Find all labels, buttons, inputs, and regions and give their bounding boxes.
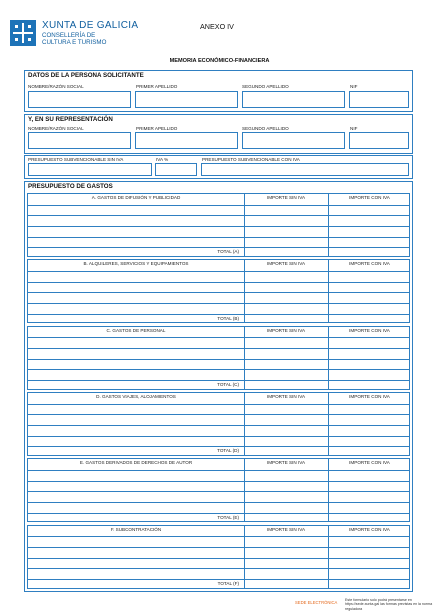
expense-cell-total-without-vat[interactable] <box>244 579 328 590</box>
expense-cell-concept[interactable] <box>28 226 244 237</box>
expense-cell-total-with-vat[interactable] <box>328 446 411 457</box>
expense-cell-concept[interactable] <box>28 303 244 314</box>
expense-cell-with-vat[interactable] <box>328 348 411 359</box>
applicant-first-surname-field[interactable] <box>135 91 238 108</box>
expense-cell-total-with-vat[interactable] <box>328 513 411 524</box>
expense-cell-concept[interactable] <box>28 369 244 380</box>
org-name: XUNTA DE GALICIA <box>42 20 139 31</box>
expense-cell-without-vat[interactable] <box>244 337 328 348</box>
expense-table <box>27 326 410 390</box>
sede-electronica-logo: SEDE ELECTRÓNICA <box>295 600 338 605</box>
vat-percent-field[interactable] <box>155 163 197 176</box>
expense-cell-with-vat[interactable] <box>328 282 411 293</box>
applicant-name-field[interactable] <box>28 91 131 108</box>
expense-cell-without-vat[interactable] <box>244 282 328 293</box>
expense-cell-with-vat[interactable] <box>328 502 411 513</box>
annex-label: ANEXO IV <box>200 22 234 31</box>
rep-nif-field[interactable] <box>349 132 409 149</box>
applicant-second-surname-label: SEGUNDO APELLIDO <box>242 84 289 89</box>
expense-cell-with-vat[interactable] <box>328 436 411 447</box>
department-line-2: CULTURA E TURISMO <box>42 39 107 47</box>
amount-without-vat-header: IMPORTE SIN IVA <box>266 327 306 333</box>
applicant-nif-label: NIF <box>350 84 358 89</box>
section-total-label: TOTAL (E) <box>217 514 239 520</box>
amount-with-vat-header: IMPORTE CON IVA <box>349 261 390 267</box>
expense-cell-with-vat[interactable] <box>328 568 411 579</box>
applicant-first-surname-label: PRIMER APELLIDO <box>136 84 178 89</box>
amount-with-vat-header: IMPORTE CON IVA <box>349 195 390 200</box>
expense-cell-concept[interactable] <box>28 536 244 547</box>
expense-cell-concept[interactable] <box>28 205 244 216</box>
department-line-1: CONSELLERÍA DE <box>42 32 96 39</box>
expense-cell-with-vat[interactable] <box>328 303 411 314</box>
expense-cell-with-vat[interactable] <box>328 237 411 248</box>
rep-nif-label: NIF <box>350 126 358 131</box>
expense-cell-concept[interactable] <box>28 348 244 359</box>
expense-cell-with-vat[interactable] <box>328 337 411 348</box>
section-total-label: TOTAL (F) <box>217 580 239 586</box>
expense-cell-concept[interactable] <box>28 502 244 513</box>
expense-cell-concept[interactable] <box>28 292 244 303</box>
expense-cell-total-without-vat[interactable] <box>244 380 328 391</box>
rep-name-field[interactable] <box>28 132 131 149</box>
expense-cell-without-vat[interactable] <box>244 303 328 314</box>
expense-cell-with-vat[interactable] <box>328 226 411 237</box>
expense-cell-without-vat[interactable] <box>244 547 328 558</box>
expense-section-heading: C. GASTOS DE PERSONAL <box>106 327 166 333</box>
expense-section-heading: D. GASTOS VIAJES, ALOJAMIENTOS <box>96 393 176 399</box>
expense-cell-without-vat[interactable] <box>244 226 328 237</box>
expense-table <box>27 392 410 456</box>
expense-cell-concept[interactable] <box>28 558 244 569</box>
expense-table <box>27 525 410 589</box>
applicant-name-label: NOMBRE/RAZÓN SOCIAL <box>28 84 84 89</box>
expense-cell-concept[interactable] <box>28 215 244 226</box>
rep-first-surname-field[interactable] <box>135 132 238 149</box>
expense-cell-without-vat[interactable] <box>244 348 328 359</box>
budget-with-vat-label: PRESUPUESTO SUBVENCIONABLE CON IVA <box>202 157 300 162</box>
expense-section-heading: B. ALQUILERES, SERVICIOS Y EQUIPAMIENTOS <box>83 261 189 267</box>
expense-cell-total-without-vat[interactable] <box>244 314 328 325</box>
expense-cell-without-vat[interactable] <box>244 558 328 569</box>
section-total-label: TOTAL (A) <box>217 249 239 255</box>
amount-with-vat-header: IMPORTE CON IVA <box>349 393 390 399</box>
expense-cell-without-vat[interactable] <box>244 215 328 226</box>
amount-with-vat-header: IMPORTE CON IVA <box>349 327 390 333</box>
applicant-nif-field[interactable] <box>349 91 409 108</box>
expense-cell-without-vat[interactable] <box>244 536 328 547</box>
expense-cell-concept[interactable] <box>28 282 244 293</box>
expense-cell-concept[interactable] <box>28 436 244 447</box>
expense-cell-concept[interactable] <box>28 337 244 348</box>
expense-cell-with-vat[interactable] <box>328 359 411 370</box>
expense-cell-with-vat[interactable] <box>328 404 411 415</box>
amount-with-vat-header: IMPORTE CON IVA <box>349 526 390 532</box>
rep-first-surname-label: PRIMER APELLIDO <box>136 126 178 131</box>
expense-cell-without-vat[interactable] <box>244 369 328 380</box>
department <box>42 32 106 47</box>
rep-second-surname-field[interactable] <box>242 132 345 149</box>
expense-cell-without-vat[interactable] <box>244 414 328 425</box>
expense-section-heading: E. GASTOS DERIVADOS DE DERECHOS DE AUTOR <box>79 460 193 466</box>
expense-cell-with-vat[interactable] <box>328 547 411 558</box>
expense-cell-without-vat[interactable] <box>244 491 328 502</box>
expense-cell-concept[interactable] <box>28 470 244 481</box>
expense-cell-without-vat[interactable] <box>244 436 328 447</box>
expense-cell-with-vat[interactable] <box>328 215 411 226</box>
expense-cell-concept[interactable] <box>28 547 244 558</box>
amount-without-vat-header: IMPORTE SIN IVA <box>266 261 306 267</box>
rep-second-surname-label: SEGUNDO APELLIDO <box>242 126 289 131</box>
amount-without-vat-header: IMPORTE SIN IVA <box>266 393 306 399</box>
footer-note: Este formulario solo podrá presentarse en https://sede.xunta.gal las formas previstas en la norma reguladora <box>345 598 433 611</box>
expense-cell-without-vat[interactable] <box>244 237 328 248</box>
expense-cell-without-vat[interactable] <box>244 502 328 513</box>
expense-cell-without-vat[interactable] <box>244 470 328 481</box>
budget-without-vat-label: PRESUPUESTO SUBVENCIONABLE SIN IVA <box>28 157 124 162</box>
applicant-second-surname-field[interactable] <box>242 91 345 108</box>
budget-with-vat-field[interactable] <box>201 163 409 176</box>
section-total-label: TOTAL (D) <box>217 448 239 454</box>
amount-without-vat-header: IMPORTE SIN IVA <box>266 526 306 532</box>
applicant-title: DATOS DE LA PERSONA SOLICITANTE <box>28 72 144 79</box>
amount-with-vat-header: IMPORTE CON IVA <box>349 460 390 466</box>
expense-cell-with-vat[interactable] <box>328 558 411 569</box>
amount-without-vat-header: IMPORTE SIN IVA <box>266 460 306 466</box>
budget-without-vat-field[interactable] <box>28 163 152 176</box>
expense-cell-concept[interactable] <box>28 568 244 579</box>
expense-cell-with-vat[interactable] <box>328 481 411 492</box>
expense-cell-total-with-vat[interactable] <box>328 579 411 590</box>
expense-cell-with-vat[interactable] <box>328 271 411 282</box>
expenses-title: PRESUPUESTO DE GASTOS <box>28 183 113 190</box>
expense-cell-without-vat[interactable] <box>244 359 328 370</box>
expense-section-heading: A. GASTOS DE DIFUSIÓN Y PUBLICIDAD <box>91 195 181 200</box>
expense-cell-with-vat[interactable] <box>328 491 411 502</box>
expense-cell-total-with-vat[interactable] <box>328 247 411 258</box>
expense-table <box>27 193 410 257</box>
expense-table <box>27 458 410 522</box>
expense-cell-concept[interactable] <box>28 237 244 248</box>
expense-cell-concept[interactable] <box>28 359 244 370</box>
amount-without-vat-header: IMPORTE SIN IVA <box>266 195 306 200</box>
expense-cell-concept[interactable] <box>28 414 244 425</box>
expense-cell-without-vat[interactable] <box>244 205 328 216</box>
section-total-label: TOTAL (C) <box>217 381 239 387</box>
expense-cell-concept[interactable] <box>28 271 244 282</box>
representation-title: Y, EN SU REPRESENTACIÓN <box>28 116 113 123</box>
expense-cell-concept[interactable] <box>28 491 244 502</box>
expense-cell-without-vat[interactable] <box>244 481 328 492</box>
section-total-label: TOTAL (B) <box>217 315 239 321</box>
expense-cell-without-vat[interactable] <box>244 425 328 436</box>
expense-cell-with-vat[interactable] <box>328 536 411 547</box>
expense-table <box>27 259 410 323</box>
expense-cell-with-vat[interactable] <box>328 414 411 425</box>
expense-cell-concept[interactable] <box>28 425 244 436</box>
expense-cell-with-vat[interactable] <box>328 470 411 481</box>
expense-cell-with-vat[interactable] <box>328 292 411 303</box>
expense-cell-total-without-vat[interactable] <box>244 446 328 457</box>
document-title: MEMORIA ECONÓMICO-FINANCIERA <box>169 58 270 64</box>
expense-cell-with-vat[interactable] <box>328 425 411 436</box>
xunta-emblem-icon <box>10 20 36 46</box>
expense-cell-total-without-vat[interactable] <box>244 513 328 524</box>
expense-cell-total-without-vat[interactable] <box>244 247 328 258</box>
expense-cell-with-vat[interactable] <box>328 205 411 216</box>
expense-cell-without-vat[interactable] <box>244 568 328 579</box>
vat-percent-label: IVA % <box>156 157 169 162</box>
expense-cell-concept[interactable] <box>28 481 244 492</box>
expense-cell-without-vat[interactable] <box>244 404 328 415</box>
expense-cell-without-vat[interactable] <box>244 292 328 303</box>
expense-cell-concept[interactable] <box>28 404 244 415</box>
expense-cell-total-with-vat[interactable] <box>328 380 411 391</box>
expense-section-heading: F. SUBCONTRATACIÓN <box>110 526 162 532</box>
expense-cell-with-vat[interactable] <box>328 369 411 380</box>
expense-cell-without-vat[interactable] <box>244 271 328 282</box>
expense-cell-total-with-vat[interactable] <box>328 314 411 325</box>
rep-name-label: NOMBRE/RAZÓN SOCIAL <box>28 126 84 131</box>
